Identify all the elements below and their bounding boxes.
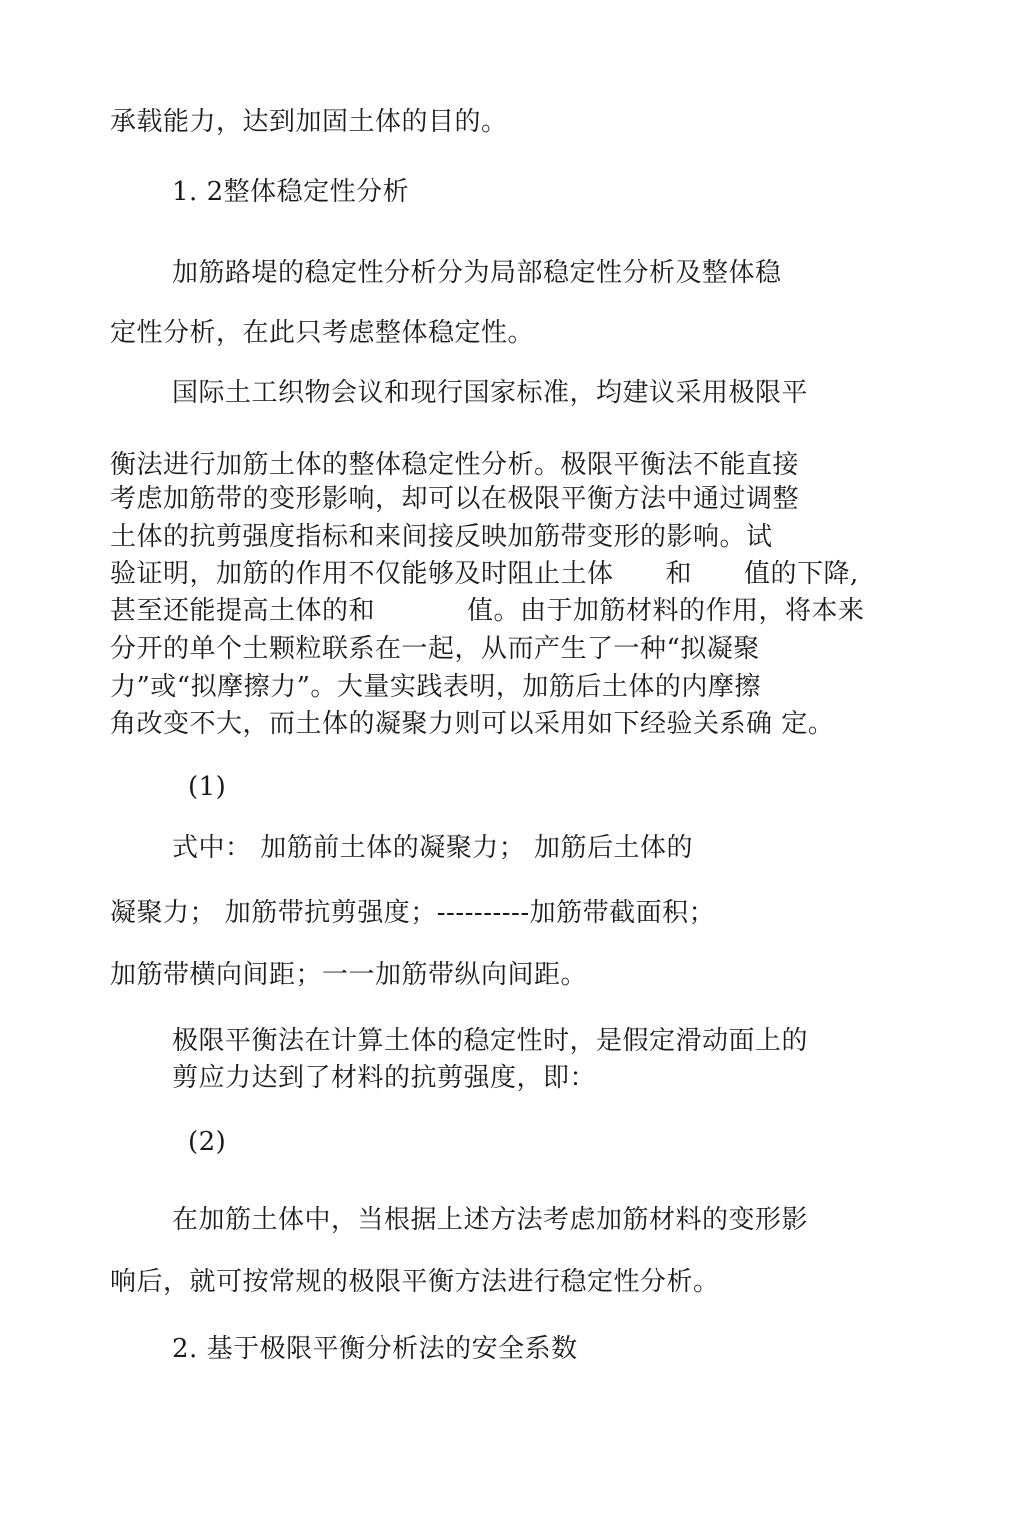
body-text-line: 国际土工织物会议和现行国家标准，均建议采用极限平 (172, 378, 809, 408)
body-text-line: 分开的单个土颗粒联系在一起，从而产生了一种“拟凝聚 (110, 634, 760, 664)
body-text-line: 承载能力，达到加固土体的目的。 (110, 107, 508, 137)
body-text-line (110, 557, 859, 591)
body-text-line: 式中： 加筋前土体的凝聚力； 加筋后土体的 (172, 833, 694, 863)
body-text-line: 考虑加筋带的变形影响，却可以在极限平衡方法中通过调整 (110, 484, 800, 514)
body-text-line: 土体的抗剪强度指标和来间接反映加筋带变形的影响。试 (110, 522, 773, 552)
equation-number: (2) (188, 1127, 227, 1157)
body-text-line (110, 594, 865, 628)
body-text-line: 凝聚力； 加筋带抗剪强度；----------加筋带截面积； (110, 898, 716, 928)
body-text-line: 剪应力达到了材料的抗剪强度，即： (172, 1063, 597, 1093)
body-text-line: 加筋路堤的稳定性分析分为局部稳定性分析及整体稳 (172, 258, 782, 288)
text-segment: 值。由于加筋材料的作用，将本来 (467, 596, 865, 626)
section-heading: 2. 基于极限平衡分析法的安全系数 (172, 1334, 578, 1364)
equation-number: (1) (188, 772, 227, 802)
body-text-line: 响后，就可按常规的极限平衡方法进行稳定性分析。 (110, 1267, 720, 1297)
body-text-line: 在加筋土体中，当根据上述方法考虑加筋材料的变形影 (172, 1205, 809, 1235)
body-text-line: 加筋带横向间距；一一加筋带纵向间距。 (110, 960, 588, 990)
body-text-line: 极限平衡法在计算土体的稳定性时，是假定滑动面上的 (172, 1026, 809, 1056)
text-segment: 验证明，加筋的作用不仅能够及时阻止土体 (110, 559, 614, 589)
body-text-line: 角改变不大，而土体的凝聚力则可以采用如下经验关系确 定。 (110, 709, 835, 739)
body-text-line: 力”或“拟摩擦力”。大量实践表明，加筋后土体的内摩擦 (110, 672, 761, 702)
body-text-line: 衡法进行加筋土体的整体稳定性分析。极限平衡法不能直接 (110, 450, 800, 480)
section-heading: 1. 2整体稳定性分析 (172, 177, 410, 207)
text-segment: 甚至还能提高土体的和 (110, 596, 376, 626)
text-segment: 值的下降, (744, 559, 859, 589)
text-segment: 和 (665, 559, 693, 589)
body-text-line: 定性分析，在此只考虑整体稳定性。 (110, 318, 535, 348)
